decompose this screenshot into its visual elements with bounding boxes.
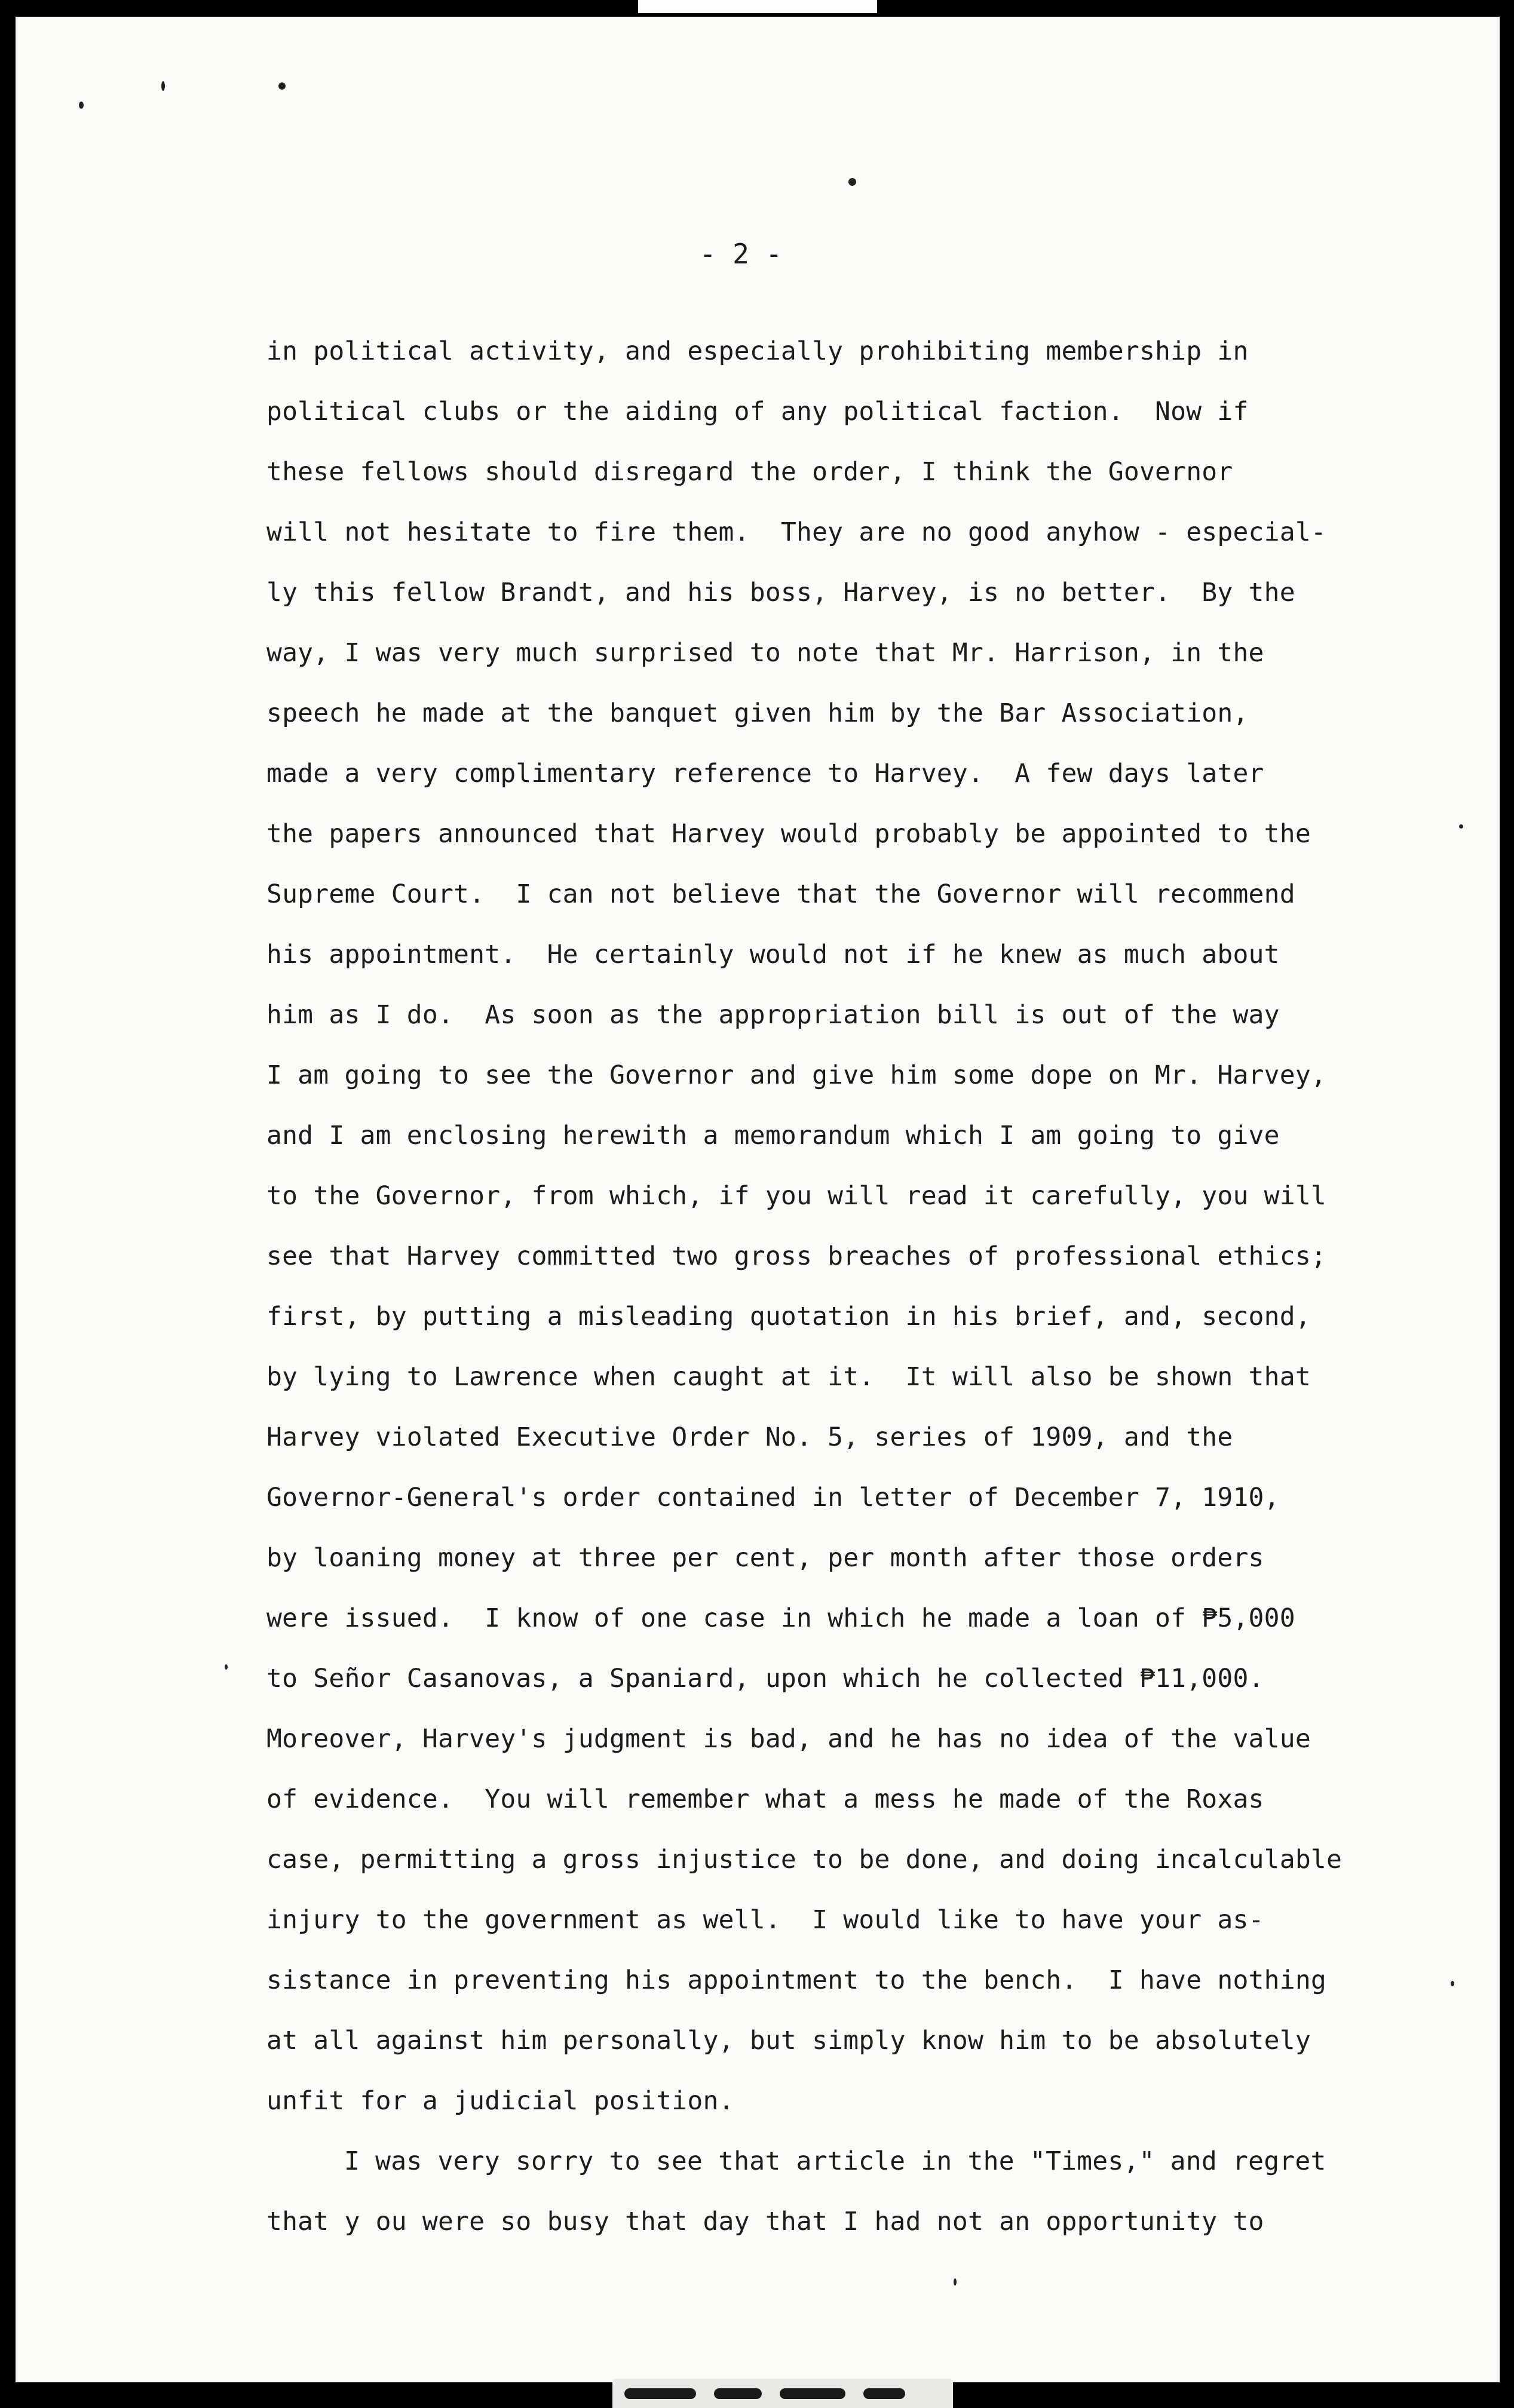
ink-speck [79,102,84,109]
text-line: his appointment. He certainly would not if he knew as much about [266,940,1280,970]
text-line: ly this fellow Brandt, and his boss, Harvey, is no better. By the [266,578,1295,608]
text-line: sistance in preventing his appointment to the bench. I have nothing [266,1965,1326,1995]
text-line: and I am enclosing herewith a memorandum which I am going to give [266,1121,1280,1151]
film-frame-top-tab [638,0,877,13]
text-line: I was very sorry to see that article in the "Times," and regret [344,2146,1326,2176]
text-line: first, by putting a misleading quotation in his brief, and, second, [266,1302,1311,1332]
text-line: injury to the government as well. I would like to have your as- [266,1905,1264,1935]
text-line: Supreme Court. I can not believe that the Governor will recommend [266,879,1295,909]
text-line: Moreover, Harvey's judgment is bad, and he has no idea of the value [266,1724,1311,1754]
ink-blot [714,2388,762,2399]
ink-blot [624,2388,696,2399]
text-line: of evidence. You will remember what a mess he made of the Roxas [266,1784,1264,1814]
text-line: these fellows should disregard the order, I think the Governor [266,457,1233,487]
text-line: to the Governor, from which, if you will read it carefully, you will [266,1181,1326,1211]
letter-body [266,330,1354,2260]
text-line: were issued. I know of one case in which he made a loan of ₱5,000 [266,1603,1295,1633]
text-line: that y ou were so busy that day that I had not an opportunity to [266,2207,1264,2237]
film-frame-bottom-tab [612,2379,953,2408]
text-line: I am going to see the Governor and give him some dope on Mr. Harvey, [266,1060,1326,1090]
text-line: way, I was very much surprised to note that Mr. Harrison, in the [266,638,1264,668]
text-line: will not hesitate to fire them. They are no good anyhow - especial- [266,517,1326,547]
ink-blot [780,2388,845,2399]
ink-speck [161,81,165,91]
text-line: in political activity, and especially prohibiting membership in [266,336,1249,366]
text-line: see that Harvey committed two gross breaches of professional ethics; [266,1241,1326,1271]
text-line: him as I do. As soon as the appropriation bill is out of the way [266,1000,1280,1030]
text-line: by lying to Lawrence when caught at it. It will also be shown that [266,1362,1311,1392]
text-line: Harvey violated Executive Order No. 5, series of 1909, and the [266,1422,1233,1452]
text-line: made a very complimentary reference to Harvey. A few days later [266,759,1264,789]
ink-speck [278,82,286,90]
text-line: the papers announced that Harvey would probably be appointed to the [266,819,1311,849]
text-line: unfit for a judicial position. [266,2086,734,2116]
text-line: political clubs or the aiding of any political faction. Now if [266,397,1249,427]
page-number: - 2 - [699,238,783,270]
ink-speck [954,2278,957,2286]
ink-speck [1459,824,1463,829]
text-line: case, permitting a gross injustice to be done, and doing incalculable [266,1845,1343,1875]
ink-speck [225,1664,228,1670]
text-line: at all against him personally, but simply know him to be absolutely [266,2026,1311,2056]
ink-blot [863,2388,905,2399]
ink-speck [1451,1981,1454,1986]
text-line: speech he made at the banquet given him by the Bar Association, [266,698,1249,728]
text-line: Governor-General's order contained in letter of December 7, 1910, [266,1483,1280,1513]
text-line: to Señor Casanovas, a Spaniard, upon which he collected ₱11,000. [266,1664,1264,1694]
ink-speck [848,178,856,186]
text-line: by loaning money at three per cent, per month after those orders [266,1543,1264,1573]
